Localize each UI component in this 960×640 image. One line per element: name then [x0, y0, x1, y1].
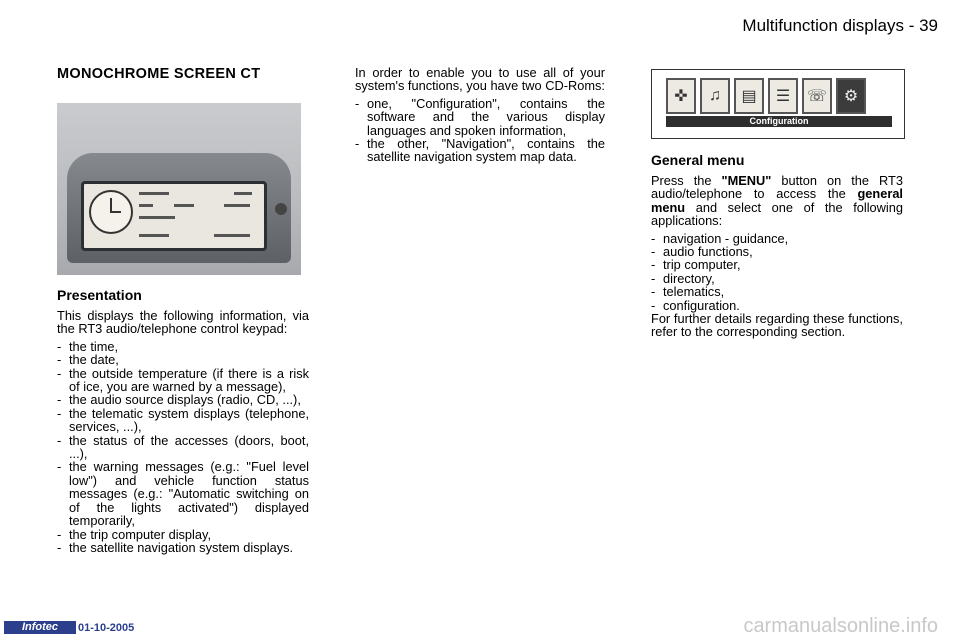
- applications-list: [651, 232, 903, 312]
- presentation-title: Presentation: [57, 287, 142, 303]
- infotec-logo: Infotec: [4, 621, 76, 634]
- column-middle: [355, 66, 605, 164]
- list-item: - the satellite navigation system displays.: [57, 541, 309, 554]
- list-item: - telematics,: [651, 285, 903, 298]
- navigation-icon: ✜: [666, 78, 696, 114]
- knob-icon: [275, 203, 287, 215]
- list-item: - the other, "Navigation", contains the satellite navigation system map data.: [355, 137, 605, 164]
- list-item: - trip computer,: [651, 258, 903, 271]
- cdrom-intro: In order to enable you to use all of your system's functions, you have two CD-Roms:: [355, 65, 605, 94]
- watermark: carmanualsonline.info: [743, 615, 938, 637]
- clock-icon: [89, 190, 133, 234]
- monochrome-screen: [81, 181, 267, 251]
- configuration-screen: [651, 69, 905, 139]
- list-item: - the audio source displays (radio, CD, ...),: [57, 393, 309, 406]
- list-item: - the time,: [57, 340, 309, 353]
- list-item: - the telematic system displays (telephone, services, ...),: [57, 407, 309, 434]
- column-right: [651, 66, 903, 343]
- footer-date: 01-10-2005: [78, 622, 135, 634]
- further-details: For further details regarding these functions, refer to the corresponding section.: [651, 311, 903, 340]
- configuration-icon: ⚙: [836, 78, 866, 114]
- general-menu-bold: general menu: [651, 186, 903, 215]
- presentation-intro: This displays the following information, via the RT3 audio/telephone control keypad:: [57, 308, 309, 337]
- list-item: - one, "Configuration", contains the software and the various display languages and spoken information,: [355, 97, 605, 137]
- telephone-icon: ☏: [802, 78, 832, 114]
- list-item: - the date,: [57, 353, 309, 366]
- menu-button-text: "MENU": [721, 173, 772, 188]
- dashboard-photo: [57, 103, 301, 275]
- menu-icons: [666, 78, 866, 114]
- directory-icon: ☰: [768, 78, 798, 114]
- section-title: MONOCHROME SCREEN CT: [57, 66, 261, 82]
- list-item: - the outside temperature (if there is a risk of ice, you are warned by a message),: [57, 367, 309, 394]
- configuration-label: Configuration: [666, 116, 892, 127]
- trip-computer-icon: ▤: [734, 78, 764, 114]
- page-header: Multifunction displays - 39: [742, 16, 938, 35]
- list-item: - the status of the accesses (doors, boot, ...),: [57, 434, 309, 461]
- list-item: - the trip computer display,: [57, 528, 309, 541]
- audio-icon: ♫: [700, 78, 730, 114]
- column-left: [57, 66, 309, 554]
- list-item: - configuration.: [651, 299, 903, 312]
- list-item: - directory,: [651, 272, 903, 285]
- general-menu-title: General menu: [651, 152, 745, 168]
- list-item: - audio functions,: [651, 245, 903, 258]
- cdrom-list: [355, 97, 605, 164]
- list-item: - navigation - guidance,: [651, 232, 903, 245]
- general-menu-intro: Press the "MENU" button on the RT3 audio/telephone to access the general menu and select one of the following applications:: [651, 173, 903, 229]
- list-item: - the warning messages (e.g.: "Fuel level low") and vehicle function status messages (e.g.: "Automatic switching on of the lights activated") displayed temporarily,: [57, 460, 309, 527]
- presentation-list: [57, 340, 309, 555]
